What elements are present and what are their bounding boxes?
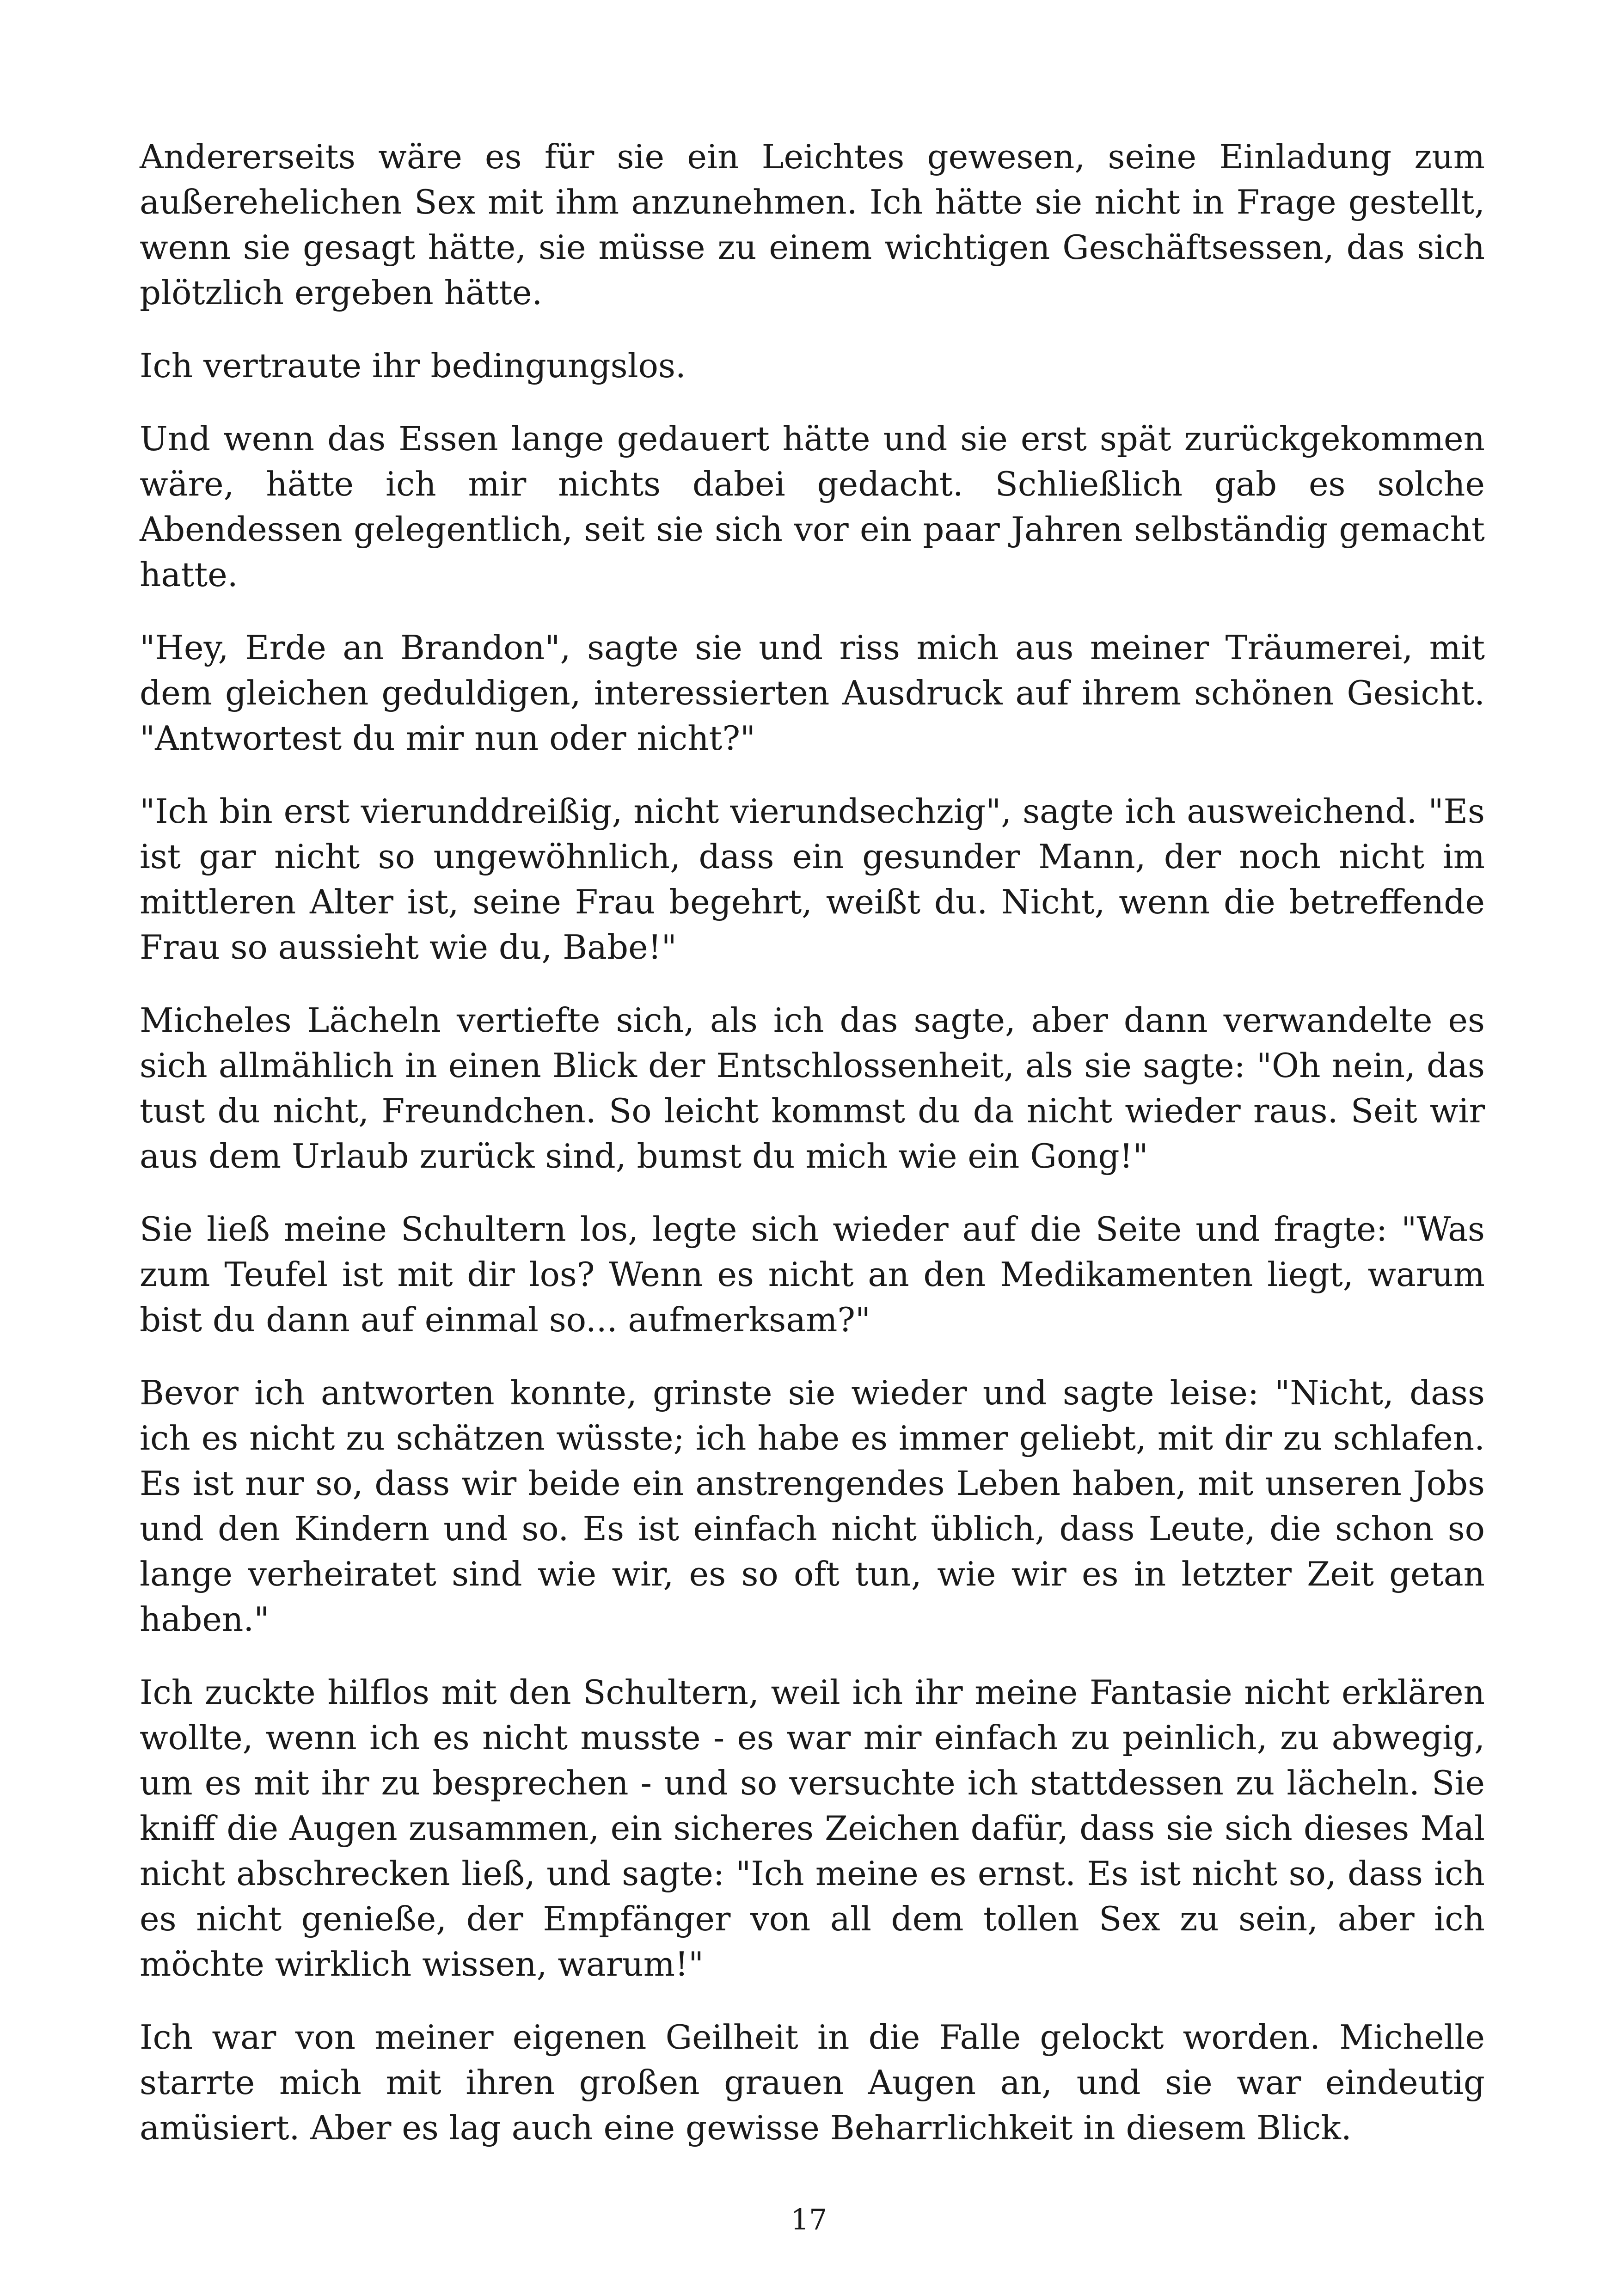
paragraph: "Hey, Erde an Brandon", sagte sie und riss mich aus meiner Träumerei, mit dem gleichen geduldigen, interessierten Ausdruck auf ihrem schönen Gesicht. "Antwortest du mir nun oder nicht?": [140, 628, 1485, 758]
paragraph: Micheles Lächeln vertiefte sich, als ich das sagte, aber dann verwandelte es sich allmählich in einen Blick der Entschlossenheit, als sie sagte: "Oh nein, das tust du nicht, Freundchen. So leicht kommst du da nicht wieder raus. Seit wir aus dem Urlaub zurück sind, bumst du mich wie ein Gong!": [140, 1001, 1485, 1176]
paragraph: Ich zuckte hilflos mit den Schultern, weil ich ihr meine Fantasie nicht erklären wollte, wenn ich es nicht musste - es war mir einfach zu peinlich, zu abwegig, um es mit ihr zu besprechen - und so versuchte ich stattdessen zu lächeln. Sie kniff die Augen zusammen, ein sicheres Zeichen dafür, dass sie sich dieses Mal nicht abschrecken ließ, und sagte: "Ich meine es ernst. Es ist nicht so, dass ich es nicht genieße, der Empfänger von all dem tollen Sex zu sein, aber ich möchte wirklich wissen, warum!": [140, 1673, 1485, 1984]
body-text: [140, 134, 1485, 2178]
paragraph: Ich vertraute ihr bedingungslos.: [140, 346, 686, 385]
paragraph: "Ich bin erst vierunddreißig, nicht vierundsechzig", sagte ich ausweichend. "Es ist gar nicht so ungewöhnlich, dass ein gesunder Mann, der noch nicht im mittleren Alter ist, seine Frau begehrt, weißt du. Nicht, wenn die betreffende Frau so aussieht wie du, Babe!": [140, 792, 1485, 967]
paragraph: Und wenn das Essen lange gedauert hätte und sie erst spät zurückgekommen wäre, hätte ich mir nichts dabei gedacht. Schließlich gab es solche Abendessen gelegentlich, seit sie sich vor ein paar Jahren selbständig gemacht hatte.: [140, 419, 1485, 594]
paragraph: Sie ließ meine Schultern los, legte sich wieder auf die Seite und fragte: "Was zum Teufel ist mit dir los? Wenn es nicht an den Medikamenten liegt, warum bist du dann auf einmal so... aufmerksam?": [140, 1210, 1485, 1339]
paragraph: Ich war von meiner eigenen Geilheit in die Falle gelockt worden. Michelle starrte mich mit ihren großen grauen Augen an, und sie war eindeutig amüsiert. Aber es lag auch eine gewisse Beharrlichkeit in diesem Blick.: [140, 2018, 1485, 2147]
paragraph: Andererseits wäre es für sie ein Leichtes gewesen, seine Einladung zum außerehelichen Sex mit ihm anzunehmen. Ich hätte sie nicht in Frage gestellt, wenn sie gesagt hätte, sie müsse zu einem wichtigen Geschäftsessen, das sich plötzlich ergeben hätte.: [140, 137, 1485, 312]
paragraph: Bevor ich antworten konnte, grinste sie wieder und sagte leise: "Nicht, dass ich es nicht zu schätzen wüsste; ich habe es immer geliebt, mit dir zu schlafen. Es ist nur so, dass wir beide ein anstrengendes Leben haben, mit unseren Jobs und den Kindern und so. Es ist einfach nicht üblich, dass Leute, die schon so lange verheiratet sind wie wir, es so oft tun, wie wir es in letzter Zeit getan haben.": [140, 1373, 1485, 1639]
page-number: 17: [791, 2203, 827, 2236]
